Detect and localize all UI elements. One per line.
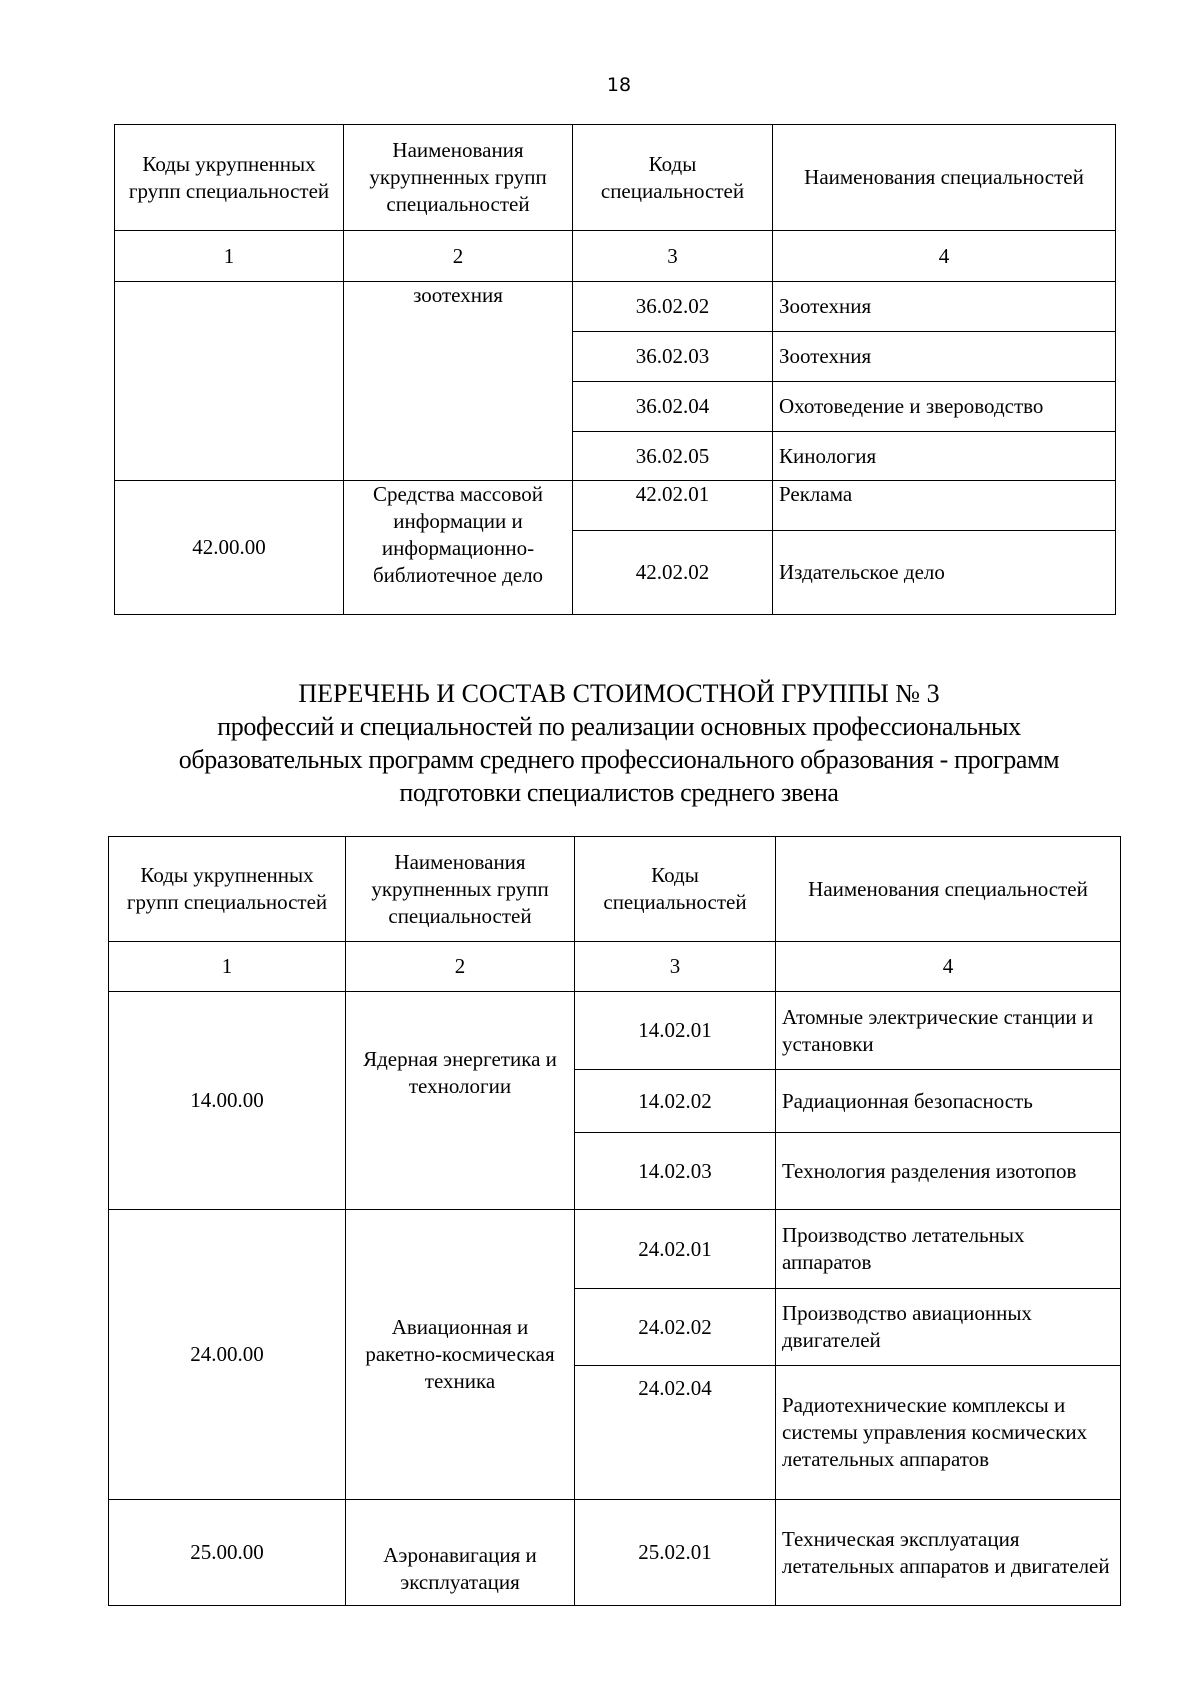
column-number: 3 (573, 231, 773, 282)
specialty-code: 14.02.03 (575, 1133, 776, 1210)
table-row (109, 992, 1121, 1070)
group-name-cell: Авиационная и ракетно-космическая техника (346, 1210, 575, 1500)
table-row (115, 282, 1116, 332)
heading-line: образовательных программ среднего профессионального образования - программ (178, 745, 1060, 774)
specialty-code: 36.02.03 (573, 332, 773, 382)
specialty-name: Производство авиационных двигателей (776, 1289, 1121, 1366)
heading-title: ПЕРЕЧЕНЬ И СОСТАВ СТОИМОСТНОЙ ГРУППЫ № 3 (298, 679, 940, 708)
specialty-name: Технология разделения изотопов (776, 1133, 1121, 1210)
specialty-code: 25.02.01 (575, 1500, 776, 1606)
column-number: 4 (773, 231, 1116, 282)
specialty-name: Охотоведение и звероводство (773, 382, 1116, 432)
specialties-table-2 (108, 836, 1121, 1606)
header-group-codes: Коды укрупненных групп специальностей (115, 125, 344, 231)
column-number: 3 (575, 942, 776, 992)
header-group-names: Наименования укрупненных групп специальностей (346, 837, 575, 942)
specialty-name: Зоотехния (773, 282, 1116, 332)
specialty-code: 36.02.04 (573, 382, 773, 432)
specialty-name: Техническая эксплуатация летательных аппаратов и двигателей (776, 1500, 1121, 1606)
group-code-cell: 42.00.00 (115, 481, 344, 615)
page-number: 18 (606, 74, 632, 96)
specialty-code: 42.02.01 (573, 481, 773, 531)
specialty-code: 24.02.01 (575, 1210, 776, 1289)
column-number-row (109, 942, 1121, 992)
column-number: 4 (776, 942, 1121, 992)
specialty-name: Радиационная безопасность (776, 1070, 1121, 1133)
specialty-name: Зоотехния (773, 332, 1116, 382)
heading-line: подготовки специалистов среднего звена (399, 778, 839, 807)
column-number: 2 (344, 231, 573, 282)
header-specialty-names: Наименования специальностей (773, 125, 1116, 231)
cost-group-heading (0, 677, 1200, 809)
header-group-codes: Коды укрупненных групп специальностей (109, 837, 346, 942)
specialty-code: 42.02.02 (573, 531, 773, 615)
specialty-name: Производство летательных аппаратов (776, 1210, 1121, 1289)
column-number: 1 (115, 231, 344, 282)
specialty-name: Кинология (773, 432, 1116, 481)
group-code-cell: 14.00.00 (109, 992, 346, 1210)
specialty-code: 24.02.02 (575, 1289, 776, 1366)
specialty-name: Атомные электрические станции и установки (776, 992, 1121, 1070)
table-row (109, 1500, 1121, 1606)
specialty-code: 24.02.04 (575, 1366, 776, 1500)
header-specialty-names: Наименования специальностей (776, 837, 1121, 942)
specialty-code: 14.02.01 (575, 992, 776, 1070)
table-row (109, 1210, 1121, 1289)
group-code-cell: 25.00.00 (109, 1500, 346, 1606)
header-group-names: Наименования укрупненных групп специальностей (344, 125, 573, 231)
specialty-code: 36.02.05 (573, 432, 773, 481)
group-name-cell: Ядерная энергетика и технологии (346, 992, 575, 1210)
table-row (115, 481, 1116, 531)
column-number-row (115, 231, 1116, 282)
group-name-cell: зоотехния (344, 282, 573, 481)
header-row (115, 125, 1116, 231)
heading-line: профессий и специальностей по реализации основных профессиональных (217, 712, 1021, 741)
column-number: 1 (109, 942, 346, 992)
header-row (109, 837, 1121, 942)
specialties-table-1 (114, 124, 1116, 615)
column-number: 2 (346, 942, 575, 992)
group-code-cell (115, 282, 344, 481)
group-name-cell: Средства массовой информации и информационно-библиотечное дело (344, 481, 573, 615)
specialty-name: Реклама (773, 481, 1116, 531)
specialty-code: 36.02.02 (573, 282, 773, 332)
specialty-name: Радиотехнические комплексы и системы управления космических летательных аппаратов (776, 1366, 1121, 1500)
header-specialty-codes: Коды специальностей (575, 837, 776, 942)
group-name-cell: Аэронавигация и эксплуатация (346, 1500, 575, 1606)
group-code-cell: 24.00.00 (109, 1210, 346, 1500)
specialty-name: Издательское дело (773, 531, 1116, 615)
header-specialty-codes: Коды специальностей (573, 125, 773, 231)
specialty-code: 14.02.02 (575, 1070, 776, 1133)
